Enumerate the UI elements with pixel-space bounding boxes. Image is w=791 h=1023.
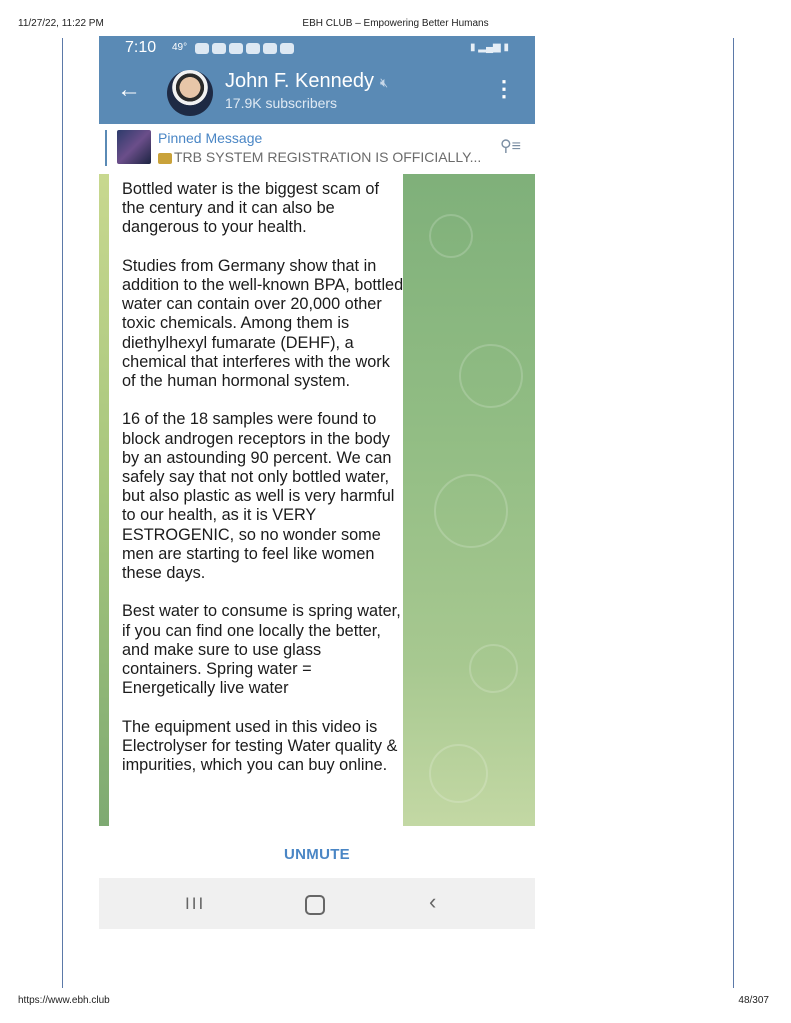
doodle-icon	[434, 474, 508, 548]
home-icon[interactable]	[305, 895, 325, 915]
message-paragraph: 16 of the 18 samples were found to block androgen receptors in the body by an astounding 90 percent. We can safely say that not only bottled water, but also plastic as well is very harmful to our health, as it is VERY ESTROGENIC, so no wonder some men are starting to feel like women these days.	[122, 410, 395, 583]
doodle-icon	[459, 344, 523, 408]
back-icon[interactable]: ‹	[429, 889, 437, 914]
android-nav-bar	[99, 878, 535, 929]
phone-screenshot	[99, 36, 535, 929]
status-time: 7:10	[125, 39, 157, 56]
message-paragraph: The equipment used in this video is Electrolyser for testing Water quality & impurities, which you can buy online.	[122, 717, 398, 775]
message-bubble[interactable]	[109, 174, 403, 826]
message-text	[122, 180, 404, 794]
print-page-title: EBH CLUB – Empowering Better Humans	[302, 18, 489, 29]
pinned-indicator	[105, 130, 107, 166]
print-page-number: 48/307	[738, 995, 769, 1006]
message-paragraph: Best water to consume is spring water, if you can find one locally the better, and make sure to use glass containers. Spring water = Energetically live water	[122, 602, 401, 698]
notification-icons	[195, 42, 297, 54]
avatar[interactable]	[167, 70, 213, 116]
muted-icon: 🔇︎	[380, 75, 389, 90]
pinned-title: Pinned Message	[158, 130, 263, 146]
arrow-left-icon[interactable]: ←	[117, 76, 141, 103]
chat-area	[99, 174, 535, 826]
print-datetime: 11/27/22, 11:22 PM	[18, 18, 104, 29]
doodle-icon	[469, 644, 518, 693]
print-url: https://www.ebh.club	[18, 995, 110, 1006]
signal-battery-icon: ▮ ▂▄▆ ▮	[469, 42, 509, 53]
channel-name[interactable]: John F. Kennedy 🔇︎	[225, 70, 389, 92]
megaphone-icon	[158, 153, 172, 164]
page-border-right	[733, 38, 734, 988]
recent-apps-icon[interactable]: III	[185, 894, 206, 913]
status-temp: 49°	[172, 42, 188, 53]
more-vertical-icon[interactable]: ⋮	[493, 76, 515, 101]
subscriber-count: 17.9K subscribers	[225, 95, 338, 111]
pinned-message-bar[interactable]	[99, 124, 535, 175]
pinned-thumbnail	[117, 130, 151, 164]
channel-header	[99, 62, 535, 124]
chat-background-strip	[99, 174, 109, 826]
doodle-icon	[429, 214, 473, 258]
pin-list-icon[interactable]: ⚲≡	[499, 138, 521, 155]
page-border-left	[62, 38, 63, 988]
message-paragraph: Studies from Germany show that in addition to the well-known BPA, bottled water can contain over 20,000 other toxic chemicals. Among them is diethylhexyl fumarate (DEHF), a chemical that interferes with the work of the human hormonal system.	[122, 256, 404, 391]
pinned-text: TRB SYSTEM REGISTRATION IS OFFICIALLY...	[158, 149, 481, 165]
status-bar	[99, 36, 535, 62]
message-paragraph: Bottled water is the biggest scam of the century and it can also be dangerous to your health.	[122, 180, 380, 237]
unmute-button[interactable]: UNMUTE	[284, 846, 350, 863]
doodle-icon	[429, 744, 488, 803]
unmute-bar	[99, 826, 535, 878]
